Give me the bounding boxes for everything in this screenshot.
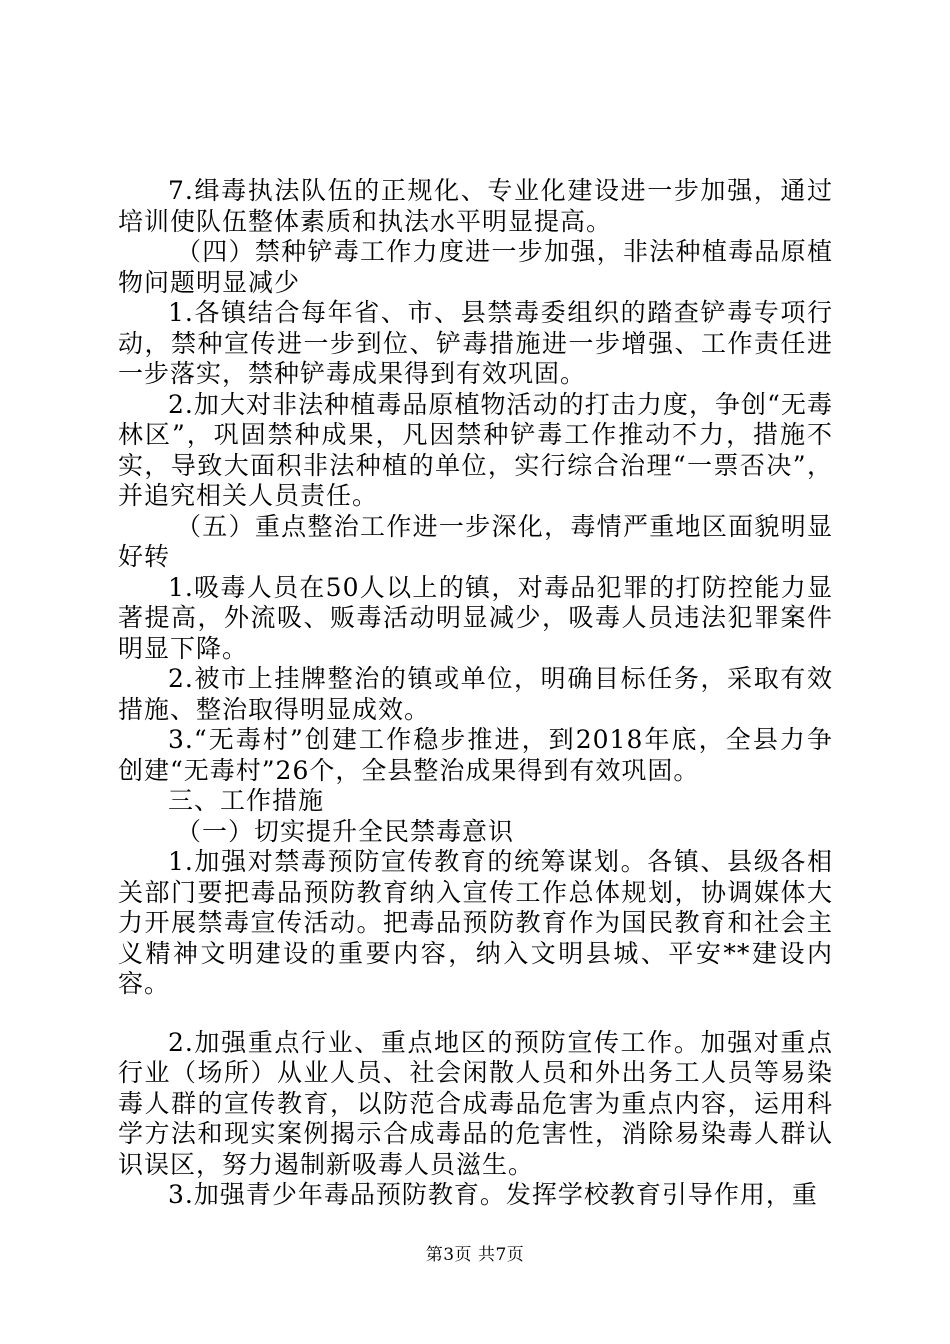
paragraph-item-1b: 1.吸毒人员在50人以上的镇，对毒品犯罪的打防控能力显著提高，外流吸、贩毒活动明显减少，吸毒人员违法犯罪案件明显下降。 (118, 572, 833, 663)
document-body (118, 176, 833, 1211)
section-heading-four: （四）禁种铲毒工作力度进一步加强，非法种植毒品原植物问题明显减少 (118, 237, 833, 297)
paragraph-item-1c: 1.加强对禁毒预防宣传教育的统筹谋划。各镇、县级各相关部门要把毒品预防教育纳入宣传工作总体规划，协调媒体大力开展禁毒宣传活动。把毒品预防教育作为国民教育和社会主义精神文明建设的重要内容，纳入文明县城、平安**建设内容。 (118, 847, 833, 998)
section-heading-one: （一）切实提升全民禁毒意识 (176, 816, 515, 846)
section-heading-measures: 三、工作措施 (168, 786, 325, 815)
paragraph-item-3c: 3.加强青少年毒品预防教育。发挥学校教育引导作用，重 (168, 1180, 818, 1209)
paragraph-item-3: 3.“无毒村”创建工作稳步推进，到2018年底，全县力争创建“无毒村”26个，全县整治成果得到有效巩固。 (118, 725, 833, 785)
paragraph-item-2c: 2.加强重点行业、重点地区的预防宣传工作。加强对重点行业（场所）从业人员、社会闲散人员和外出务工人员等易染毒人群的宣传教育，以防范合成毒品危害为重点内容，运用科学方法和现实案例揭示合成毒品的危害性，消除易染毒人群认识误区，努力遏制新吸毒人员滋生。 (118, 1027, 833, 1179)
paragraph-item-1: 1.各镇结合每年省、市、县禁毒委组织的踏查铲毒专项行动，禁种宣传进一步到位、铲毒措施进一步增强、工作责任进一步落实，禁种铲毒成果得到有效巩固。 (118, 298, 833, 388)
page-number-footer: 第3页 共7页 (425, 1245, 525, 1265)
paragraph-item-7: 7.缉毒执法队伍的正规化、专业化建设进一步加强，通过培训使队伍整体素质和执法水平明显提高。 (118, 176, 833, 236)
paragraph-item-2: 2.加大对非法种植毒品原植物活动的打击力度，争创“无毒林区”，巩固禁种成果，凡因禁种铲毒工作推动不力，措施不实，导致大面积非法种植的单位，实行综合治理“一票否决”，并追究相关人员责任。 (118, 389, 833, 510)
paragraph-item-2b: 2.被市上挂牌整治的镇或单位，明确目标任务，采取有效措施、整治取得明显成效。 (118, 664, 833, 724)
section-heading-five: （五）重点整治工作进一步深化，毒情严重地区面貌明显好转 (118, 511, 833, 571)
paragraph-gap (118, 1000, 833, 1028)
